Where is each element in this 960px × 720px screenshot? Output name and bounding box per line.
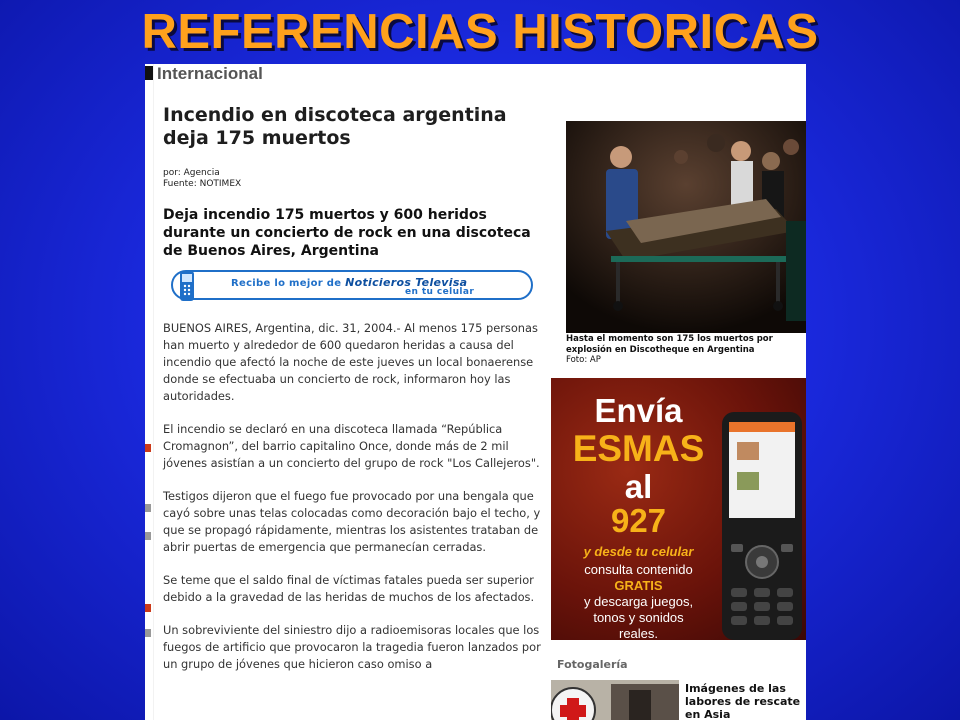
byline-source: Fuente: NOTIMEX bbox=[163, 179, 242, 189]
cropped-mark bbox=[145, 532, 151, 540]
ad-line: 927 bbox=[610, 502, 667, 539]
article-paragraph: Un sobreviviente del siniestro dijo a radioemisoras locales que los fuegos de artificio que provocaron la tragedia fueron lanzados por un grupo de jóvenes que hicieron caso omiso a bbox=[163, 623, 541, 671]
gallery-label: Fotogalería bbox=[557, 658, 628, 671]
photo-caption bbox=[566, 334, 806, 366]
promo-banner[interactable] bbox=[171, 270, 533, 300]
news-photo bbox=[566, 121, 806, 333]
esmas-advertisement[interactable] bbox=[551, 378, 806, 640]
stretcher-scene-image bbox=[566, 121, 806, 333]
article-headline: Incendio en discoteca argentina deja 175 muertos bbox=[163, 104, 507, 149]
ad-line: Envía bbox=[594, 392, 683, 429]
article-body bbox=[163, 320, 543, 689]
mobile-phone-icon bbox=[717, 412, 806, 640]
newspaper-clipping bbox=[145, 64, 806, 720]
section-bar-icon bbox=[145, 66, 153, 80]
gallery-caption[interactable]: Imágenes de las labores de rescate en Asia bbox=[685, 682, 801, 720]
cropped-mark bbox=[145, 629, 151, 637]
ad-line: y descarga juegos, bbox=[583, 594, 694, 609]
article-paragraph: Se teme que el saldo final de víctimas fatales pueda ser superior debido a la gravedad de las heridas de muchos de los afectados. bbox=[163, 573, 535, 604]
promo-sub: en tu celular bbox=[405, 287, 475, 297]
article-paragraph: Testigos dijeron que el fuego fue provocado por una bengala que cayó sobre unas telas colocadas como decoración bajo el techo, y que se propagó rápidamente, mientras los asistentes trataban de abrir puertas de emergencia que permanecían cerradas. bbox=[163, 489, 541, 554]
cellphone-icon bbox=[175, 269, 201, 303]
ad-line: GRATIS bbox=[614, 578, 663, 593]
caption-credit: Foto: AP bbox=[566, 355, 601, 365]
caption-text: Hasta el momento son 175 los muertos por explosión en Discotheque en Argentina bbox=[566, 334, 773, 355]
ad-line: y desde tu celular bbox=[583, 544, 694, 559]
promo-lead: Recibe lo mejor de bbox=[231, 278, 342, 289]
article-subhead: Deja incendio 175 muertos y 600 heridos durante un concierto de rock en una discoteca de Buenos Aires, Argentina bbox=[163, 207, 531, 259]
ad-line: tonos y sonidos bbox=[593, 610, 684, 625]
byline bbox=[163, 168, 241, 190]
ad-line: consulta contenido bbox=[584, 562, 693, 577]
red-cross-photo-icon bbox=[551, 680, 679, 720]
cropped-mark bbox=[145, 504, 151, 512]
cropped-mark bbox=[145, 604, 151, 612]
section-name: Internacional bbox=[157, 64, 263, 83]
ad-line: reales. bbox=[618, 626, 659, 640]
gallery-thumbnail[interactable] bbox=[551, 680, 679, 720]
article-paragraph: BUENOS AIRES, Argentina, dic. 31, 2004.- Al menos 175 personas han muerto y alrededor de 600 quedaron heridas a causa del incendio que afectó la noche de este jueves un local bonaerense donde se efectuaba un concierto de rock, informaron hoy las autoridades. bbox=[163, 321, 538, 403]
slide-title: REFERENCIAS HISTORICAS bbox=[141, 5, 819, 59]
cropped-mark bbox=[145, 444, 151, 452]
article-paragraph: El incendio se declaró en una discoteca llamada “República Cromagnon”, del barrio capitalino Once, donde más de 2 mil jóvenes asistían a un concierto del grupo de rock "Los Callejeros". bbox=[163, 422, 540, 470]
cropped-left-column bbox=[145, 64, 154, 720]
promo-brand: Noticieros Televisa bbox=[345, 276, 468, 289]
ad-line: al bbox=[624, 468, 653, 505]
ad-line: ESMAS bbox=[572, 428, 705, 469]
section-label bbox=[145, 64, 263, 84]
byline-author: por: Agencia bbox=[163, 168, 220, 178]
